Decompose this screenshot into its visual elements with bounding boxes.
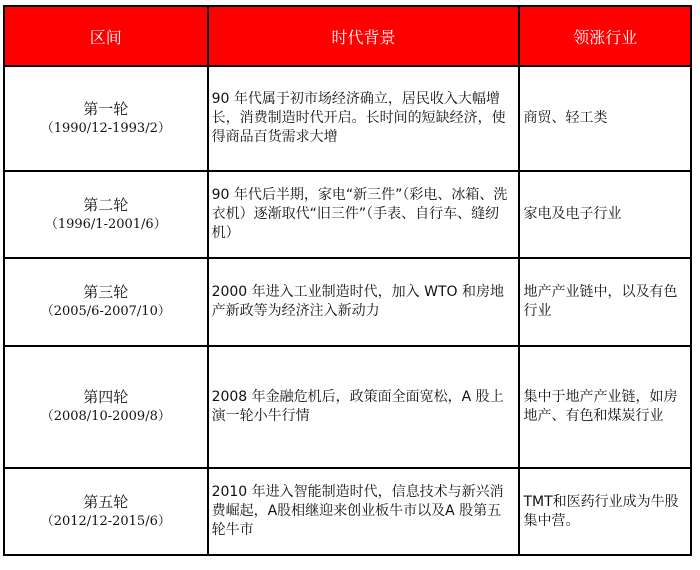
industry-cell: 集中于地产产业链，如房地产、有色和煤炭行业 [519, 346, 691, 468]
background-cell: 90 年代属于初市场经济确立，居民收入大幅增长，消费制造时代开启。长时间的短缺经济，使得商品百货需求大增 [208, 66, 520, 171]
date-range: （2008/10-2009/8） [40, 409, 171, 424]
header-row [4, 6, 691, 66]
header-period: 区间 [4, 6, 208, 66]
background-cell: 90 年代后半期，家电“新三件”（彩电、冰箱、洗衣机）逐渐取代“旧三件”（手表、自行车、缝纫机） [208, 171, 520, 258]
table-row [4, 171, 691, 258]
background-cell: 2010 年进入智能制造时代，信息技术与新兴消费崛起，A股相继迎来创业板牛市以及A 股第五轮牛市 [208, 468, 520, 555]
header-background: 时代背景 [208, 6, 520, 66]
date-range: （2012/12-2015/6） [40, 513, 171, 529]
round-label: 第五轮 [83, 492, 129, 511]
round-label: 第四轮 [83, 388, 129, 406]
industry-cell: 商贸、轻工类 [519, 66, 691, 171]
industry-cell: TMT和医药行业成为牛股集中营。 [519, 468, 691, 555]
period-cell [4, 468, 208, 555]
table-row [4, 66, 691, 171]
table-row [4, 346, 691, 468]
round-label: 第三轮 [83, 283, 129, 301]
table-row [4, 468, 691, 555]
header-leading-industry: 领涨行业 [519, 6, 691, 66]
date-range: （1996/1-2001/6） [44, 216, 167, 232]
bull-market-rounds-table [3, 5, 692, 556]
date-range: （2005/6-2007/10） [40, 304, 171, 319]
round-label: 第二轮 [83, 195, 129, 214]
industry-cell: 家电及电子行业 [519, 171, 691, 258]
period-cell [4, 346, 208, 468]
background-cell: 2008 年金融危机后，政策面全面宽松，A 股上演一轮小牛行情 [208, 346, 520, 468]
industry-cell: 地产产业链中，以及有色行业 [519, 258, 691, 346]
period-cell [4, 171, 208, 258]
period-cell [4, 66, 208, 171]
background-cell: 2000 年进入工业制造时代，加入 WTO 和房地产新政等为经济注入新动力 [208, 258, 520, 346]
period-cell [4, 258, 208, 346]
round-label: 第一轮 [83, 99, 129, 118]
date-range: （1990/12-1993/2） [40, 120, 171, 136]
table-row [4, 258, 691, 346]
